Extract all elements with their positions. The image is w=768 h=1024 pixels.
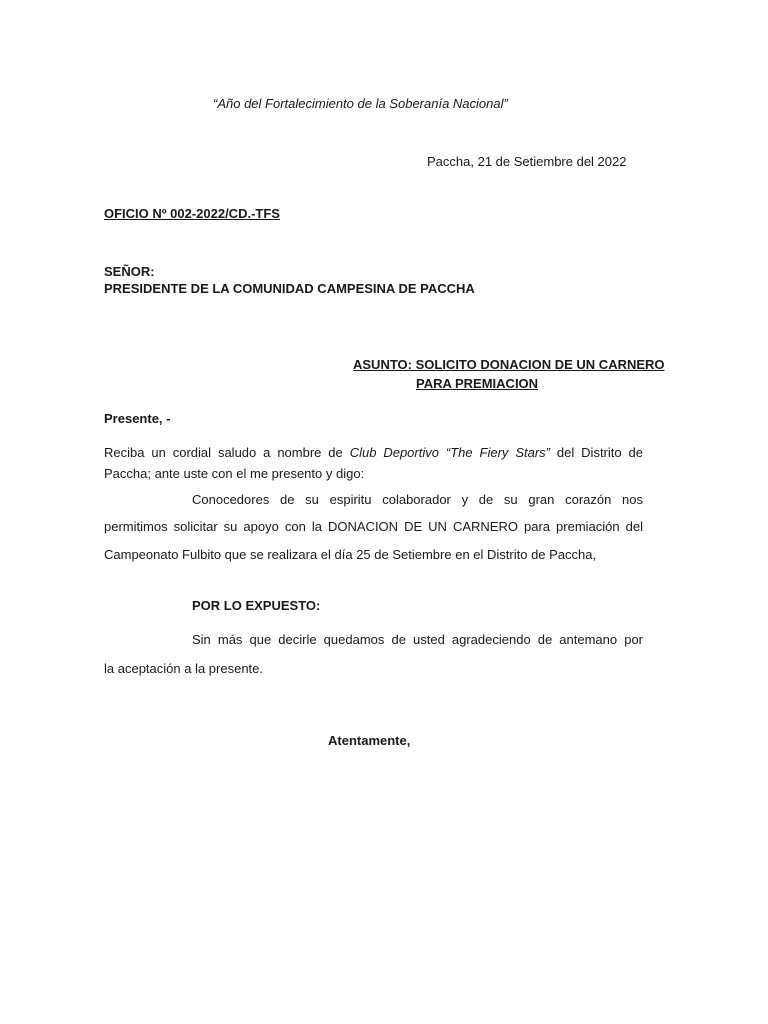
paragraph-2-line-1: Conocedores de su espiritu colaborador y de su gran corazón nos	[192, 492, 643, 507]
subject-line-2: PARA PREMIACION	[416, 376, 539, 391]
paragraph-1-line-2: Paccha; ante uste con el me presento y digo:	[104, 466, 365, 481]
salutation: Presente, -	[104, 411, 171, 426]
oficio-number: OFICIO Nº 002-2022/CD.-TFS	[104, 206, 280, 221]
closing: Atentamente,	[328, 733, 411, 748]
paragraph-2-line-3: Campeonato Fulbito que se realizara el día 25 de Setiembre en el Distrito de Paccha,	[104, 547, 597, 562]
motto-line: “Año del Fortalecimiento de la Soberanía Nacional”	[213, 96, 508, 111]
club-name: Club Deportivo “The Fiery Stars”	[349, 445, 550, 460]
paragraph-1-end: del Distrito de	[550, 445, 643, 460]
paragraph-2-line-2: permitimos solicitar su apoyo con la DONACION DE UN CARNERO para premiación del	[104, 519, 643, 534]
recipient-name: PRESIDENTE DE LA COMUNIDAD CAMPESINA DE PACCHA	[104, 281, 475, 296]
paragraph-1-start: Reciba un cordial saludo a nombre de	[104, 445, 350, 460]
por-lo-expuesto-heading: POR LO EXPUESTO:	[192, 598, 321, 613]
recipient-title: SEÑOR:	[104, 264, 155, 279]
date-line: Paccha, 21 de Setiembre del 2022	[427, 154, 627, 169]
subject-line-1: ASUNTO: SOLICITO DONACION DE UN CARNERO	[353, 357, 665, 372]
paragraph-3-line-2: la aceptación a la presente.	[104, 661, 263, 676]
paragraph-1-line-1	[104, 444, 643, 461]
paragraph-3-line-1: Sin más que decirle quedamos de usted agradeciendo de antemano por	[192, 632, 643, 647]
